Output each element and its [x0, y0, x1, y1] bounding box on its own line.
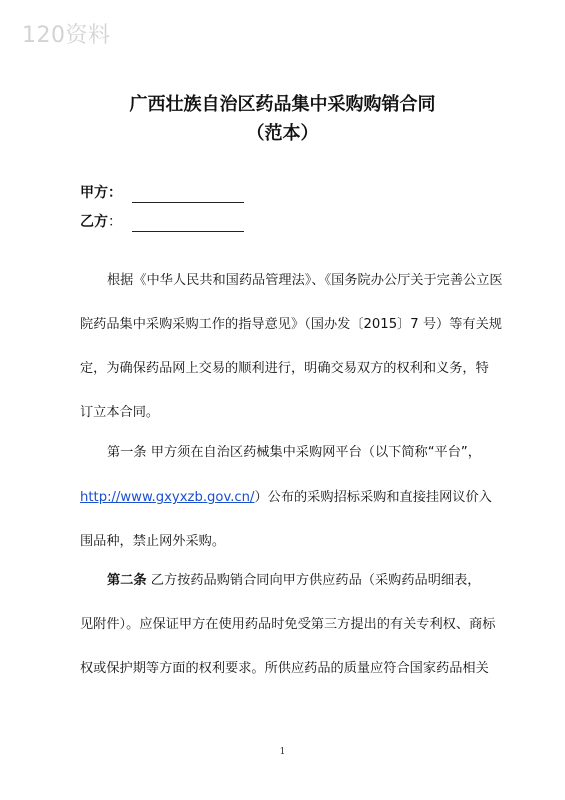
party-a-row — [80, 183, 244, 203]
party-a-blank-line — [132, 186, 244, 203]
article-1-line-2 — [80, 488, 498, 508]
party-b-blank-line — [132, 215, 244, 232]
article-1-line-2-text: ）公布的采购招标采购和直接挂网议价入 — [254, 490, 492, 505]
party-a-label: 甲方 — [80, 185, 108, 201]
article-1-line-1: 第一条 甲方须在自治区药械集中采购网平台（以下简称“平台”， — [107, 445, 481, 460]
article-2-line-1 — [107, 571, 525, 591]
watermark: 120资料 — [22, 23, 111, 48]
page-number: 1 — [279, 747, 286, 757]
article-2-line-2: 见附件）。应保证甲方在使用药品时免受第三方提出的有关专利权、商标 — [80, 617, 496, 632]
party-b-row — [80, 212, 244, 232]
article-2-line-3: 权或保护期等方面的权利要求。所供应药品的质量应符合国家药品相关 — [80, 661, 489, 676]
paragraph-1-line-3: 定，为确保药品网上交易的顺利进行，明确交易双方的权利和义务，特 — [80, 361, 489, 376]
article-2-line-1-text: 乙方按药品购销合同向甲方供应药品（采购药品明细表， — [146, 573, 481, 588]
party-b-label: 乙方 — [80, 214, 108, 230]
party-b-colon: ： — [108, 214, 122, 230]
paragraph-1-line-4: 订立本合同。 — [80, 405, 160, 420]
paragraph-1-line-2: 院药品集中采购采购工作的指导意见》（国办发〔2015〕7 号）等有关规 — [80, 317, 502, 332]
document-subtitle: （范本） — [246, 123, 319, 144]
article-2-heading: 第二条 — [107, 573, 147, 588]
document-title: 广西壮族自治区药品集中采购购销合同 — [129, 94, 436, 115]
platform-url-link[interactable]: http://www.gxyxzb.gov.cn/ — [80, 490, 255, 505]
party-a-colon: ： — [108, 185, 122, 201]
article-1-line-3: 围品种，禁止网外采购。 — [80, 534, 226, 549]
paragraph-1-line-1: 根据《中华人民共和国药品管理法》、《国务院办公厅关于完善公立医 — [107, 273, 503, 288]
